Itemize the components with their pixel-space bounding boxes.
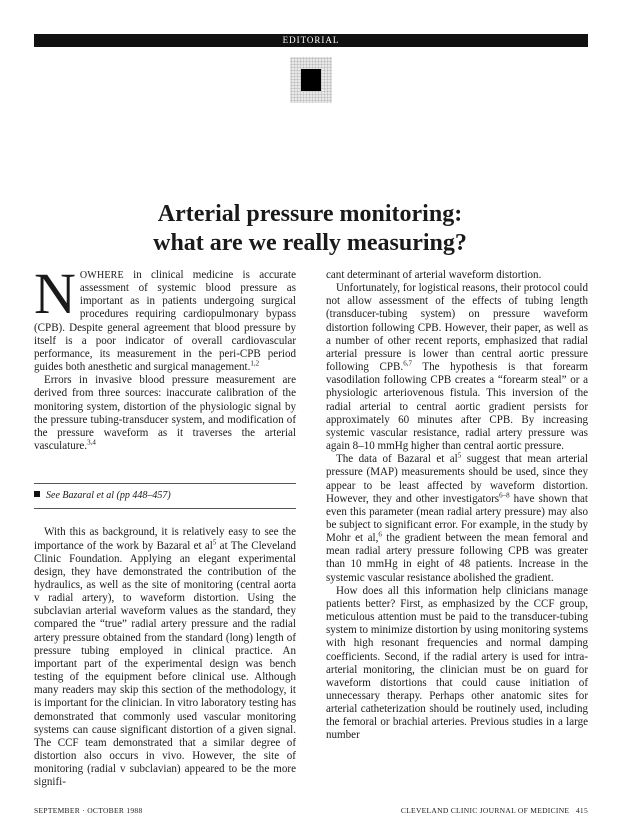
paragraph: Unfortunately, for logistical reasons, their protocol could not allow assessment of the effects of tubing length (transducer-tubing system) on pressure waveform distortion following CPB. However, their paper, as well as a number of other recent reports, emphasized that radial arterial pressure is lower than central aortic pressure following CPB.$^{6,7}$ The hypothesis is that forearm vasodilation following CPB creates a “forearm steal” or a physiologic arteriovenous fistula. This inversion of the radial arterial to central aortic gradient persists for approximately 60 minutes after CPB. By increasing systemic vascular resistance, radial artery pressure was again 8–10 mmHg higher than central aortic pressure. — [326, 282, 588, 453]
title-line-2: what are we really measuring? — [153, 230, 467, 256]
footer-date: SEPTEMBER · OCTOBER 1988 — [34, 806, 143, 815]
article-title — [60, 200, 560, 258]
see-also-link[interactable]: See Bazaral et al (pp 448–457) — [46, 490, 171, 502]
journal-logo-icon — [290, 57, 332, 103]
section-label: EDITORIAL — [282, 35, 340, 45]
reference: 6,7 — [403, 359, 412, 368]
lead-caps: OWHERE — [79, 270, 124, 281]
footer-journal — [401, 806, 588, 815]
paragraph: Errors in invasive blood pressure measurement are derived from three sources: inaccurate calibration of the monitoring system, distortion of the physiologic signal by the pressure tubing-transducer system, and modification of the pressure waveform as it traverses the arterial vasculature.$^{3,4}$ — [34, 374, 296, 453]
paragraph: cant determinant of arterial waveform distortion. — [326, 269, 542, 281]
see-also-box — [34, 483, 296, 509]
reference: 1,2 — [250, 359, 260, 368]
reference: 6 — [378, 530, 382, 539]
reference: 5 — [212, 537, 217, 546]
left-column — [34, 261, 296, 789]
paragraph: The data of Bazaral et $al^5$ suggest that mean arterial pressure (MAP) measurements should be used, since they appear to be least affected by waveform distortion. However, they and other investigators$^{6-8}$ have shown that even this parameter (mean radial artery pressure) may also be subject to significant error. For example, in the study by Mohr et al,$^6$ the gradient between the mean femoral and mean radial artery pressure following CPB was greater than 10 mmHg in eight of 48 patients. Increase in the systemic vascular resistance abolished the gradient. — [326, 451, 588, 584]
paragraph: How does all this information help clinicians manage patients better? First, as emphasized by the CCF group, meticulous attention must be paid to the transducer-tubing system to minimize distortion by using monitoring systems with high resonant frequencies and normal damping coefficients. Second, if the radial artery is used for intra-arterial monitoring, the clinician must be on guard for waveform distortions that could cause initiation of unnecessary therapy. Perhaps other anatomic sites for arterial catheterization should be routinely used, including the femoral or brachial arteries. Previous studies in a large number — [326, 584, 588, 742]
journal-name: CLEVELAND CLINIC JOURNAL OF MEDICINE — [400, 806, 570, 815]
drop-cap: N — [34, 261, 76, 326]
paragraph: NOWHERE in clinical medicine is accurate assessment of systemic blood pressure as important as in patients undergoing surgical procedures requiring cardiopulmonary bypass (CPB). Despite general agreement that blood pressure by itself is a poor indicator of overall cardiovascular performance, its measurement in the peri-CPB period guides both anesthetic and surgical management.$^{1,2}$ — [34, 261, 296, 374]
square-bullet-icon — [34, 491, 40, 497]
title-line-1: Arterial pressure monitoring: — [157, 201, 463, 227]
section-banner — [34, 34, 588, 47]
reference: 3,4 — [87, 438, 96, 447]
paragraph: With this as background, it is relatively easy to see the importance of the work by Bazaral et $al^5$ at The Cleveland Clinic Foundation. Applying an elegant experimental design, they have demonstrated the contribution of the hydraulics, as well as the site of monitoring (central aorta v radial artery), to waveform distortion. Using the subclavian arterial waveform values as the standard, they compared the “true” radial artery pressure and the radial artery pressure obtained from the standard (long) length of pressure tubing employed in clinical practice. An important part of the experimental design was bench testing of the equipment before clinical use. Although many readers may skip this section of the methodology, it is important for the clinician. In vitro laboratory testing has demonstrated that commonly used vascular monitoring systems can cause significant distortion of a given signal. The CCF team demonstrated that a similar degree of distortion also occurs in vivo. However, the site of monitoring (radial v subclavian) appeared to be the more signifi- — [34, 526, 296, 789]
right-column — [326, 269, 588, 743]
reference: 5 — [457, 451, 462, 460]
reference: 6–8 — [499, 490, 510, 499]
page-number: 415 — [575, 806, 588, 815]
